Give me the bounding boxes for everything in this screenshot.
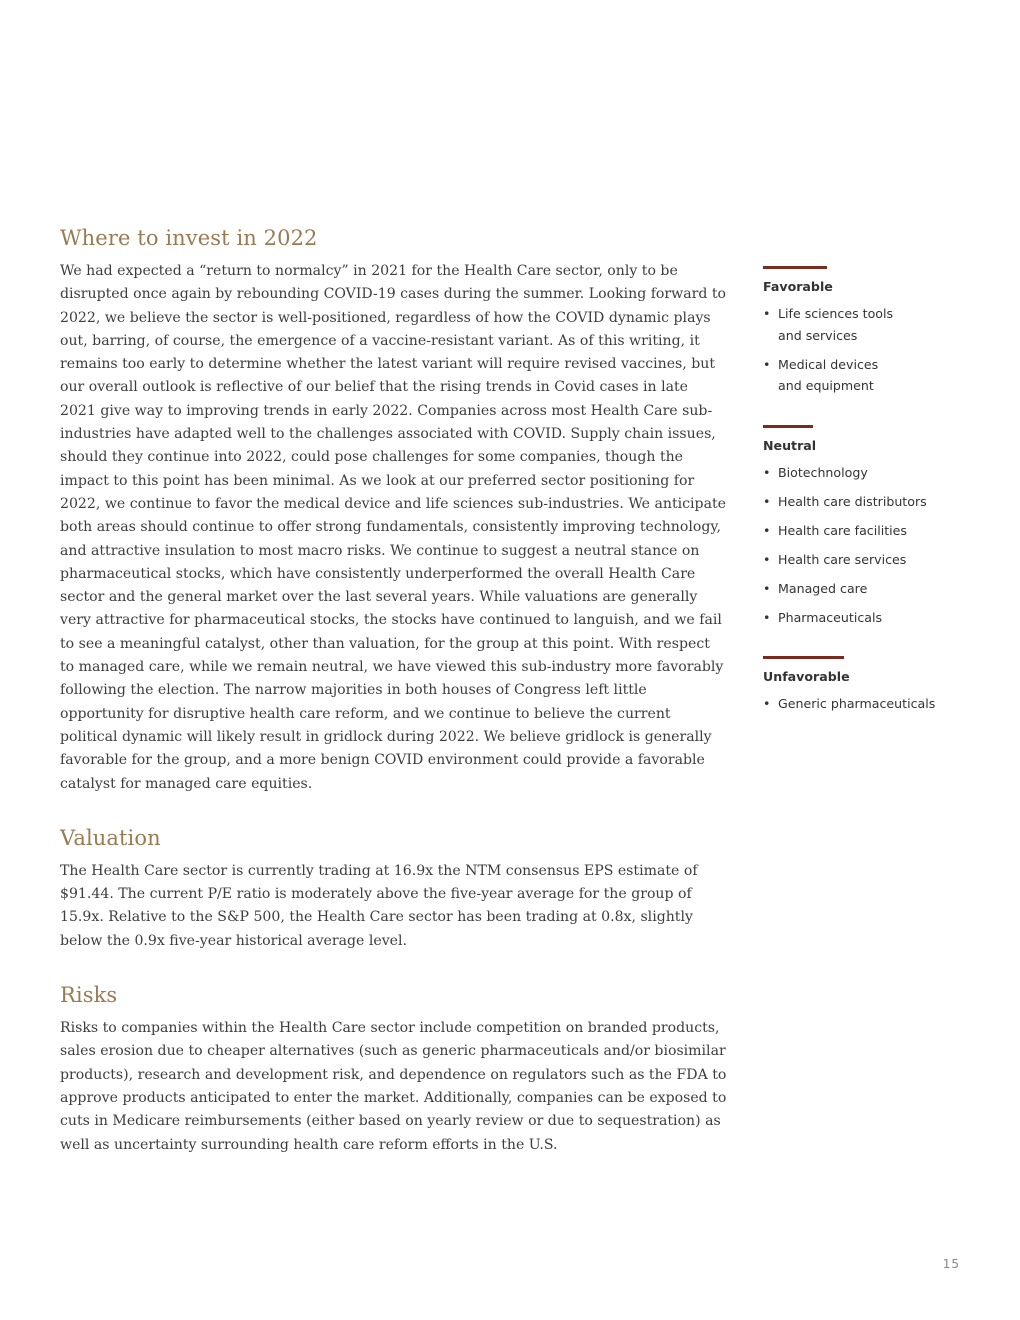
list-item <box>763 578 963 600</box>
divider-rule <box>763 656 844 659</box>
section-body: Risks to companies within the Health Care sector include competition on branded products, sales erosion due to cheaper alternatives (such as generic pharmaceuticals and/or biosimilar products), research and development risk, and dependence on regulators such as the FDA to approve products anticipated to enter the market. Additionally, companies can be exposed to cuts in Medicare reimbursements (either based on yearly review or due to sequestration) as well as uncertainty surrounding health care reform efforts in the U.S. <box>60 1020 727 1153</box>
bullet-icon: • <box>763 464 771 480</box>
section-risks <box>60 983 728 1157</box>
group-label: Favorable <box>763 279 833 294</box>
favorable-group <box>763 266 963 397</box>
bullet-icon: • <box>763 306 771 321</box>
list-item <box>763 303 903 346</box>
item-label: Generic pharmaceuticals <box>778 696 936 711</box>
list-item <box>763 693 963 715</box>
sector-positioning-sidebar <box>763 266 963 743</box>
bullet-icon: • <box>763 696 771 711</box>
section-body: The Health Care sector is currently trading at 16.9x the NTM consensus EPS estimate of $91.44. The current P/E ratio is moderately above the five-year average for the group of 15.9x. Relative to the S&P 500, the Health Care sector has been trading at 0.8x, slightly below the 0.9x five-year historical average level. <box>60 862 698 949</box>
bullet-icon: • <box>763 609 771 625</box>
divider-rule <box>763 425 813 428</box>
list-item <box>763 354 893 397</box>
unfavorable-group <box>763 656 963 715</box>
item-list <box>763 303 963 397</box>
list-item <box>763 520 963 542</box>
list-item <box>763 462 963 484</box>
bullet-icon: • <box>763 493 771 509</box>
item-label: Biotechnology <box>778 464 868 480</box>
group-label: Neutral <box>763 437 817 453</box>
section-title: Where to invest in 2022 <box>60 226 318 250</box>
main-content <box>60 226 728 1187</box>
bullet-icon: • <box>763 551 771 567</box>
bullet-icon: • <box>763 580 771 596</box>
section-where-to-invest <box>60 226 728 796</box>
item-label: Managed care <box>778 580 868 596</box>
item-list <box>763 462 963 629</box>
list-item <box>763 491 963 513</box>
section-title: Risks <box>60 983 118 1008</box>
list-item <box>763 549 963 571</box>
page-number: 15 <box>942 1257 960 1271</box>
item-list <box>763 693 963 715</box>
item-label: Pharmaceuticals <box>778 609 883 625</box>
group-label: Unfavorable <box>763 669 850 684</box>
item-label: Life sciences tools and services <box>778 306 894 343</box>
section-title: Valuation <box>60 825 161 850</box>
section-body: We had expected a “return to normalcy” in 2021 for the Health Care sector, only to be disrupted once again by rebounding COVID-19 cases during the summer. Looking forward to 2022, we believe the sector is well-positioned, regardless of how the COVID dynamic plays out, barring, of course, the emergence of a vaccine-resistant variant. As of this writing, it remains too early to determine whether the latest variant will require revised vaccines, but our overall outlook is reflective of our belief that the rising trends in Covid cases in late 2021 give way to improving trends in early 2022. Companies across most Health Care sub-industries have adapted well to the challenges associated with COVID. Supply chain issues, should they continue into 2022, could pose challenges for some companies, though the impact to this point has been minimal. As we look at our preferred sector positioning for 2022, we continue to favor the medical device and life sciences sub-industries. We anticipate both areas should continue to offer strong fundamentals, consistently improving technology, and attractive insulation to most macro risks. We continue to suggest a neutral stance on pharmaceutical stocks, which have consistently underperformed the overall Health Care sector and the general market over the last several years. While valuations are generally very attractive for pharmaceutical stocks, the stocks have continued to languish, and we fail to see a meaningful catalyst, other than valuation, for the group at this point. With respect to managed care, while we remain neutral, we have viewed this sub-industry more favorably following the election. The narrow majorities in both houses of Congress left little opportunity for disruptive health care reform, and we continue to believe the current political dynamic will likely result in gridlock during 2022. We believe gridlock is generally favorable for the group, and a more benign COVID environment could provide a favorable catalyst for managed care equities. <box>60 263 726 792</box>
item-label: Health care distributors <box>778 493 927 509</box>
bullet-icon: • <box>763 522 771 538</box>
section-valuation <box>60 826 728 953</box>
item-label: Health care services <box>778 551 907 567</box>
bullet-icon: • <box>763 356 771 372</box>
item-label: Medical devices and equipment <box>778 356 879 393</box>
list-item <box>763 607 963 629</box>
divider-rule <box>763 266 827 269</box>
item-label: Health care facilities <box>778 522 907 538</box>
neutral-group <box>763 425 963 629</box>
